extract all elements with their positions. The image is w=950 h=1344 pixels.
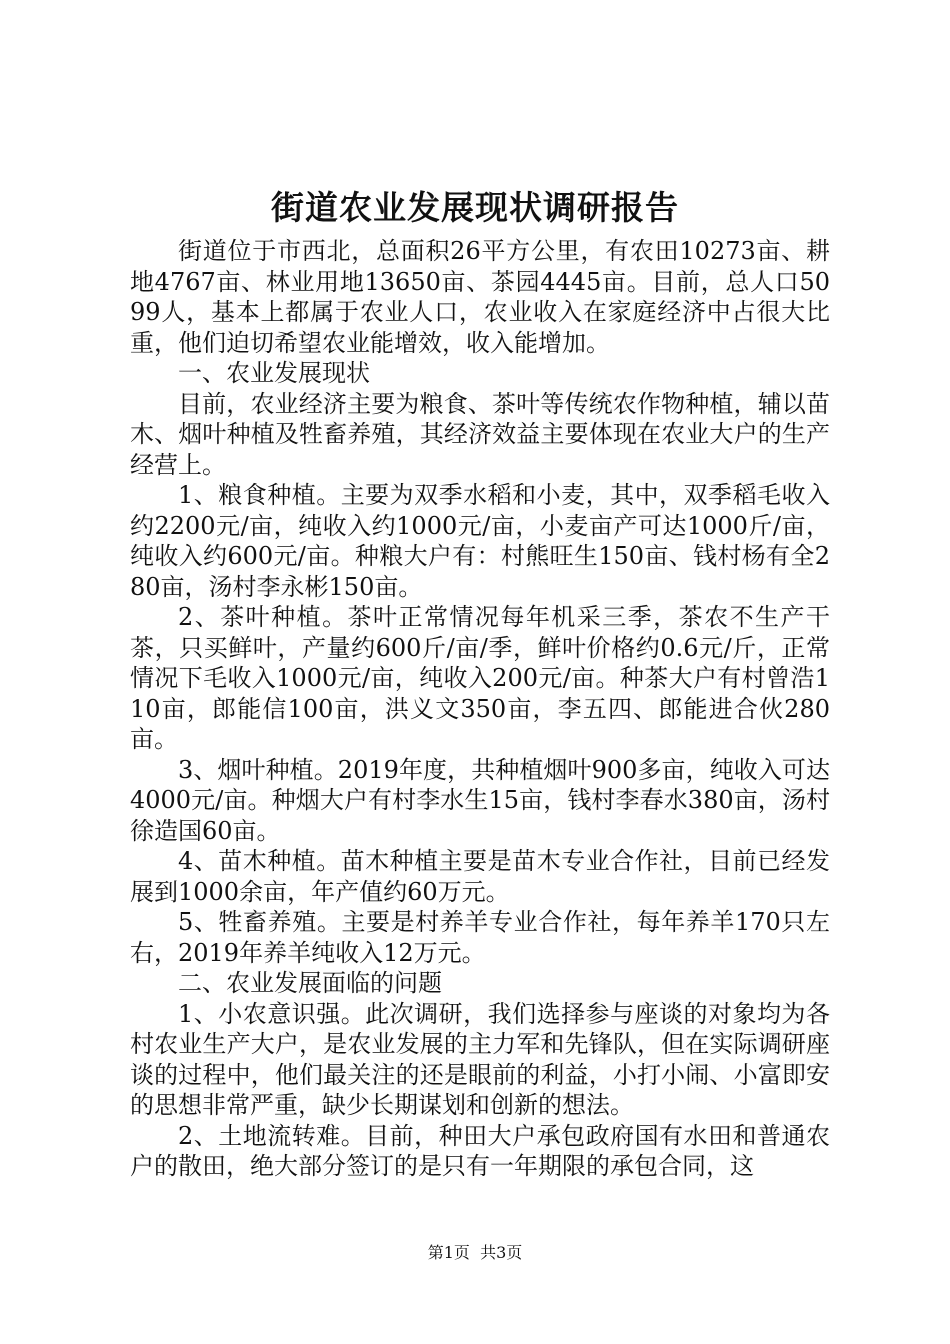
- paragraph-small-farmer: 1、小农意识强。此次调研，我们选择参与座谈的对象均为各村农业生产大户，是农业发展的主力军和先锋队，但在实际调研座谈的过程中，他们最关注的还是眼前的利益，小打小闹、小富即安的思想非常严重，缺少长期谋划和创新的想法。: [130, 999, 830, 1119]
- paragraph-nursery: 4、苗木种植。苗木种植主要是苗木专业合作社，目前已经发展到1000余亩，年产值约60万元。: [130, 847, 830, 906]
- paragraph-tea: 2、茶叶种植。茶叶正常情况每年机采三季，茶农不生产干茶，只买鲜叶，产量约600斤/亩/季，鲜叶价格约0.6元/斤，正常情况下毛收入1000元/亩，纯收入200元/亩。种茶大户有村曾浩110亩，郎能信100亩，洪义文350亩，李五四、郎能进合伙280亩。: [130, 603, 830, 753]
- document-title: 街道农业发展现状调研报告: [271, 188, 679, 227]
- paragraph-intro: 街道位于市西北，总面积26平方公里，有农田10273亩、耕地4767亩、林业用地13650亩、茶园4445亩。目前，总人口5099人，基本上都属于农业人口，农业收入在家庭经济中占很大比重，他们迫切希望农业能增效，收入能增加。: [130, 237, 830, 357]
- paragraph-livestock: 5、牲畜养殖。主要是村养羊专业合作社，每年养羊170只左右，2019年养羊纯收入12万元。: [130, 908, 830, 967]
- section-heading-problems: 二、农业发展面临的问题: [178, 969, 442, 997]
- section-heading-status: 一、农业发展现状: [178, 359, 370, 387]
- paragraph-grain: 1、粮食种植。主要为双季水稻和小麦，其中，双季稻毛收入约2200元/亩，纯收入约1000元/亩，小麦亩产可达1000斤/亩，纯收入约600元/亩。种粮大户有：村熊旺生150亩、钱村杨有全280亩，汤村李永彬150亩。: [130, 481, 830, 601]
- paragraph-status-overview: 目前，农业经济主要为粮食、茶叶等传统农作物种植，辅以苗木、烟叶种植及牲畜养殖，其经济效益主要体现在农业大户的生产经营上。: [130, 389, 830, 479]
- paragraph-tobacco: 3、烟叶种植。2019年度，共种植烟叶900多亩，纯收入可达4000元/亩。种烟大户有村李水生15亩，钱村李春水380亩，汤村徐造国60亩。: [130, 755, 830, 845]
- paragraph-land-transfer: 2、土地流转难。目前，种田大户承包政府国有水田和普通农户的散田，绝大部分签订的是只有一年期限的承包合同，这: [130, 1121, 830, 1180]
- page-footer: 第1页 共3页: [427, 1243, 523, 1262]
- document-body: [130, 236, 830, 1182]
